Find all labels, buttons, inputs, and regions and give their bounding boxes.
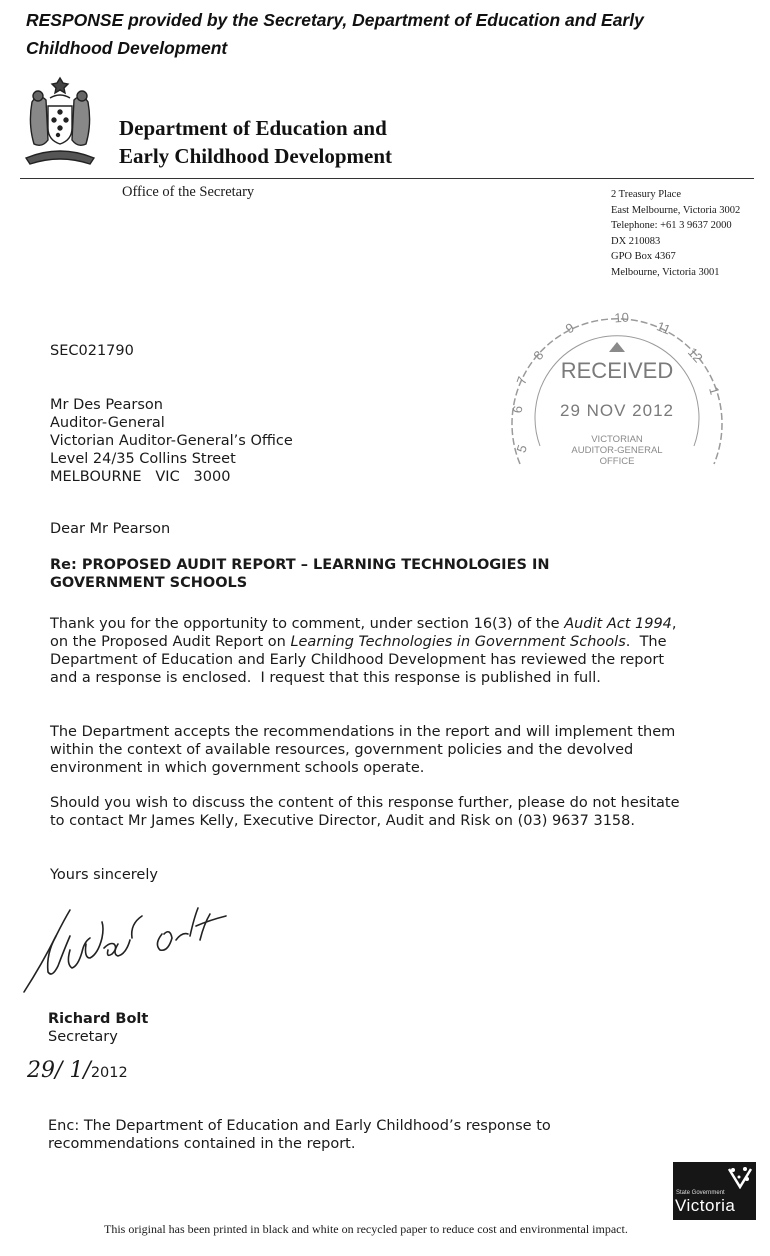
office-name: Office of the Secretary xyxy=(122,184,255,200)
address-line: Melbourne, Victoria 3001 xyxy=(611,266,720,278)
stamp-org-line: OFFICE xyxy=(599,456,635,467)
paragraph-3: Should you wish to discuss the content of this response further, please do not hesitate to contact Mr James Kelly, Executive Director, Audit and Risk on (03) 9637 3158. xyxy=(50,795,680,829)
letterhead-divider xyxy=(20,178,754,179)
closing: Yours sincerely xyxy=(50,867,158,883)
victoria-logo xyxy=(673,1162,756,1220)
victoria-logo-small-text: State Government xyxy=(676,1190,725,1196)
recipient-line: Mr Des Pearson xyxy=(50,397,163,413)
stamp-pointer-icon xyxy=(609,342,625,352)
department-name xyxy=(119,114,392,170)
victoria-logo-name: Victoria xyxy=(675,1196,736,1215)
signature xyxy=(20,900,240,996)
subject-line: Re: PROPOSED AUDIT REPORT – LEARNING TECHNOLOGIES IN GOVERNMENT SCHOOLS xyxy=(50,557,550,591)
enclosure-note: Enc: The Department of Education and Early Childhood’s response to recommendations contained in the report. xyxy=(48,1118,551,1152)
stamp-org-line: VICTORIAN xyxy=(591,434,643,445)
document-caption xyxy=(26,6,746,62)
address-line: 2 Treasury Place xyxy=(611,189,681,200)
caption-line-1: RESPONSE provided by the Secretary, Department of Education and Early xyxy=(26,10,644,30)
address-line: GPO Box 4367 xyxy=(611,251,676,262)
paragraph-1-text: . The Department of Education and Early Childhood Development has reviewed the report and a response is enclosed. I request that this response is published in full. xyxy=(50,634,672,686)
stamp-org-line: AUDITOR-GENERAL xyxy=(571,445,663,456)
received-stamp xyxy=(500,296,734,506)
department-name-line-2: Early Childhood Development xyxy=(119,144,393,168)
report-title: Learning Technologies in Government Schools xyxy=(290,634,626,650)
stamp-clock-number: 10 xyxy=(613,309,630,326)
signatory-title: Secretary xyxy=(48,1029,118,1045)
stamp-clock-number: 1 xyxy=(706,385,723,397)
recipient-line: Level 24/35 Collins Street xyxy=(50,451,236,467)
handwritten-date: 29/ 1/ xyxy=(27,1058,91,1083)
stamp-clock-number: 6 xyxy=(509,404,526,414)
paragraph-1-text: , on the Proposed Audit Report on xyxy=(50,616,682,650)
paragraph-1 xyxy=(50,615,690,687)
stamp-clock-number: 7 xyxy=(513,374,531,387)
stamp-clock-number: 5 xyxy=(513,442,530,455)
stamp-clock-number: 9 xyxy=(562,319,577,337)
address-line: DX 210083 xyxy=(611,235,661,247)
stamp-clock-number: 11 xyxy=(654,318,673,338)
recipient-line: Victorian Auditor-General’s Office xyxy=(50,433,293,449)
stamp-date: 29 NOV 2012 xyxy=(559,401,675,420)
department-name-line-1: Department of Education and xyxy=(119,116,387,140)
southern-cross-icon xyxy=(727,1165,753,1189)
paragraph-2: The Department accepts the recommendations in the report and will implement them within the context of available resources, government policies and the devolved environment in which government schools operate. xyxy=(50,724,676,776)
letter-date xyxy=(27,1058,128,1083)
department-address xyxy=(611,187,740,280)
caption-line-2: Childhood Development xyxy=(26,38,228,58)
coat-of-arms-icon xyxy=(18,72,102,172)
salutation: Dear Mr Pearson xyxy=(50,521,171,537)
stamp-clock-number: 12 xyxy=(684,344,706,366)
footer-note: This original has been printed in black and white on recycled paper to reduce cost and environmental impact. xyxy=(104,1222,628,1236)
address-line: Telephone: +61 3 9637 2000 xyxy=(611,220,732,231)
stamp-received: RECEIVED xyxy=(560,358,674,383)
recipient-address xyxy=(50,396,293,486)
act-title: Audit Act 1994 xyxy=(564,616,672,632)
recipient-line: MELBOURNE VIC 3000 xyxy=(50,469,231,485)
printed-year: 2012 xyxy=(90,1065,128,1081)
recipient-line: Auditor-General xyxy=(50,415,165,431)
signatory-name: Richard Bolt xyxy=(48,1011,149,1027)
paragraph-1-text: Thank you for the opportunity to comment, under section 16(3) of the xyxy=(50,616,565,632)
reference-number: SEC021790 xyxy=(50,343,134,359)
address-line: East Melbourne, Victoria 3002 xyxy=(611,204,741,216)
stamp-clock-number: 8 xyxy=(530,347,547,363)
